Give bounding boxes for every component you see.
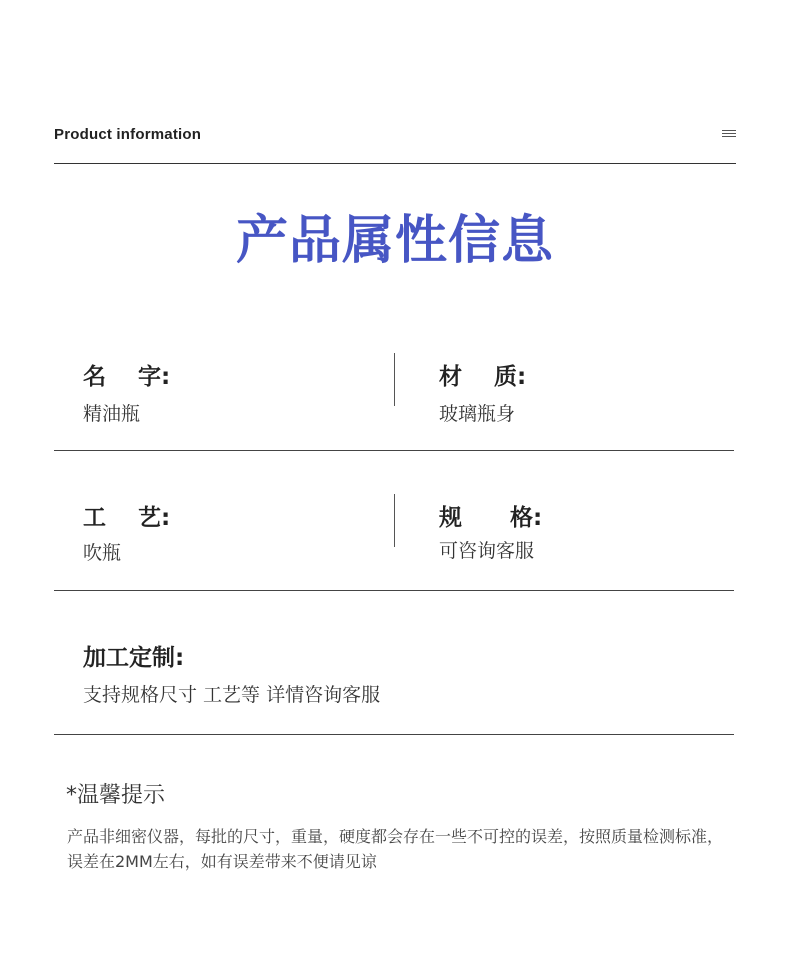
attr-material-label: 材 质: <box>439 364 527 390</box>
row-divider <box>54 590 734 591</box>
customization-label: 加工定制: <box>83 645 185 671</box>
customization-value: 支持规格尺寸 工艺等 详情咨询客服 <box>83 684 381 706</box>
attr-name-value: 精油瓶 <box>83 403 141 425</box>
menu-icon[interactable] <box>722 130 736 140</box>
notice-body: 产品非细密仪器，每批的尺寸，重量，硬度都会存在一些不可控的误差，按照质量检测标准，误差在2MM左右，如有误差带来不便请见谅 <box>67 827 724 871</box>
row-divider <box>54 734 734 735</box>
attr-name-label: 名 字: <box>83 364 171 390</box>
page-title: 产品属性信息 <box>235 211 554 271</box>
row-divider <box>54 450 734 451</box>
column-divider <box>394 494 395 547</box>
column-divider <box>394 353 395 406</box>
menu-icon-line <box>722 130 736 131</box>
section-header-label: Product information <box>54 126 202 143</box>
attr-process-value: 吹瓶 <box>83 542 122 564</box>
attr-material-value: 玻璃瓶身 <box>439 403 516 425</box>
attr-process-label: 工 艺: <box>83 505 171 531</box>
menu-icon-line <box>722 136 736 137</box>
menu-icon-line <box>722 133 736 134</box>
notice-title: *温馨提示 <box>66 783 166 808</box>
header-divider <box>54 163 736 164</box>
attr-spec-label: 规 格: <box>439 505 543 531</box>
attr-spec-value: 可咨询客服 <box>439 540 535 562</box>
